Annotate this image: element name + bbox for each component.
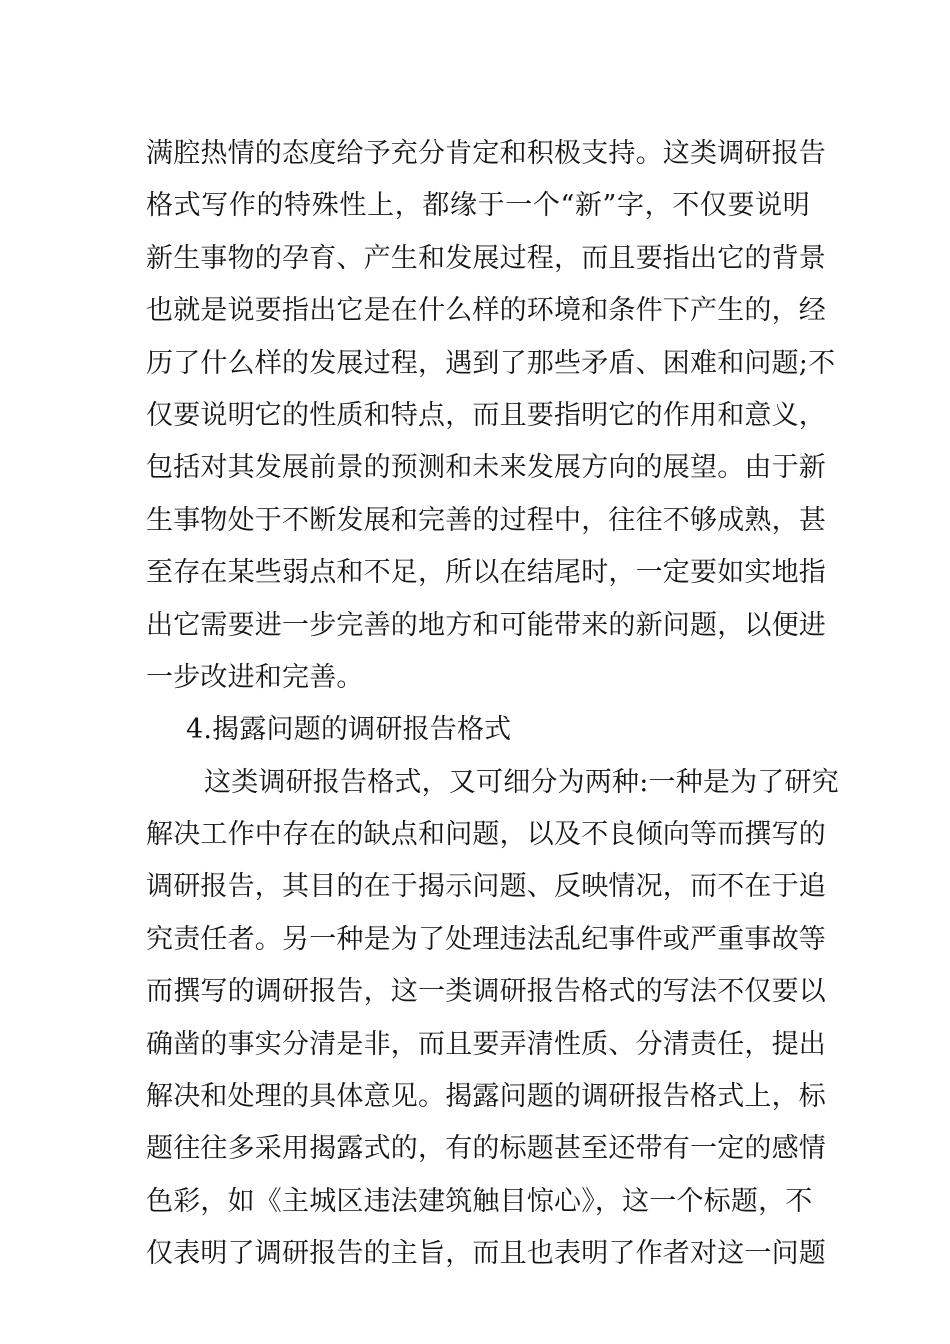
text-line: 而撰写的调研报告，这一类调研报告格式的写法不仅要以 [146, 976, 826, 1008]
text-line: 也就是说要指出它是在什么样的环境和条件下产生的，经 [146, 295, 826, 327]
text-line: 格式写作的特殊性上，都缘于一个“新”字，不仅要说明 [146, 190, 810, 222]
document-body [146, 128, 839, 1281]
text-line: 一步改进和完善。 [146, 661, 364, 693]
text-line: 解决工作中存在的缺点和问题，以及不良倾向等而撰写的 [146, 819, 826, 851]
text-line: 调研报告，其目的在于揭示问题、反映情况，而不在于追 [146, 871, 826, 903]
text-line: 新生事物的孕育、产生和发展过程，而且要指出它的背景 [146, 242, 826, 274]
text-line: 历了什么样的发展过程，遇到了那些矛盾、困难和问题;不 [146, 347, 836, 379]
paragraph-new-things [146, 128, 836, 704]
text-line: 题往往多采用揭露式的，有的标题甚至还带有一定的感情 [146, 1133, 826, 1165]
text-line: 至存在某些弱点和不足，所以在结尾时，一定要如实地指 [146, 557, 826, 589]
section-heading: 4.揭露问题的调研报告格式 [186, 714, 512, 746]
paragraph-expose-problems [146, 757, 839, 1281]
text-line: 包括对其发展前景的预测和未来发展方向的展望。由于新 [146, 452, 826, 484]
text-line: 确凿的事实分清是非，而且要弄清性质、分清责任，提出 [146, 1028, 826, 1060]
text-line: 生事物处于不断发展和完善的过程中，往往不够成熟，甚 [146, 504, 826, 536]
text-line: 仅要说明它的性质和特点，而且要指明它的作用和意义， [146, 399, 826, 431]
text-line: 解决和处理的具体意见。揭露问题的调研报告格式上，标 [146, 1081, 826, 1113]
text-line: 出它需要进一步完善的地方和可能带来的新问题，以便进 [146, 609, 826, 641]
text-line: 仅表明了调研报告的主旨，而且也表明了作者对这一问题 [146, 1238, 826, 1270]
text-line: 色彩，如《主城区违法建筑触目惊心》，这一个标题，不 [146, 1185, 813, 1217]
text-line: 究责任者。另一种是为了处理违法乱纪事件或严重事故等 [146, 923, 826, 955]
text-line: 满腔热情的态度给予充分肯定和积极支持。这类调研报告 [146, 138, 826, 169]
text-line: 这类调研报告格式，又可细分为两种:一种是为了研究 [204, 766, 839, 798]
